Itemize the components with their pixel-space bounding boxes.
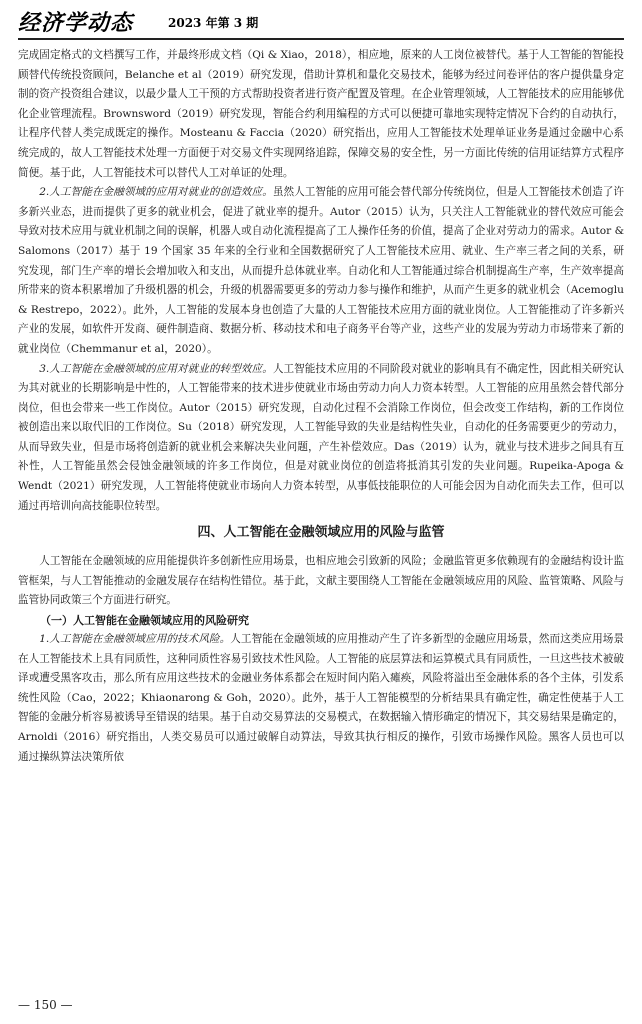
section-heading: 四、人工智能在金融领域应用的风险与监管 — [197, 525, 445, 541]
article-body — [18, 46, 624, 767]
page-header — [18, 4, 624, 40]
paragraph-lead: 2.人工智能在金融领域的应用对就业的创造效应。 — [39, 186, 273, 199]
paragraph — [18, 630, 624, 767]
paragraph — [18, 360, 624, 517]
paragraph-text: 人工智能技术应用的不同阶段对就业的影响具有不确定性，因此相关研究认为其对就业的长期影响是中性的，人工智能带来的技术进步使就业市场由劳动力向人力资本转型。人工智能的应用虽然会替代部分岗位，但也会带来一些工作岗位。Autor（2015）研究发现，自动化过程不会消除工作岗位，但会改变工作结构，新的工作岗位被创造出来以取代旧的工作岗位。Su（2018）研究发现，人工智能导致的失业是结构性失业，自动化的任务需要更少的劳动力，从而导致失业，但是市场将创造新的就业机会来解决失业问题，产生补偿效应。Das（2019）认为，就业与技术进步之间具有互补性，人工智能虽然会侵蚀金融领域的许多工作岗位，但是对就业岗位的创造将抵消其引发的失业问题。Rupeika-Apoga & Wendt（2021）研究发现，人工智能将使就业市场向人力资本转型，从事低技能职位的人可能会因为自动化而失去工作，但可以通过再培训向高技能职位转型。 — [18, 362, 624, 512]
subsection-heading: （一）人工智能在金融领域应用的风险研究 — [40, 614, 249, 628]
journal-title: 经济学动态 — [18, 10, 134, 36]
paragraph-text: 人工智能在金融领域的应用推动产生了许多新型的金融应用场景，然而这类应用场景在人工智能技术上具有同质性，这种同质性容易引致技术性风险。人工智能的底层算法和运算模式具有同质性，一旦这些技术被破译或遭受黑客攻击，那么所有应用这些技术的金融业务体系都会在短时间内陷入瘫痪，风险将溢出至金融体系的各个主体，引发系统性风险（Cao，2022；Khiaonarong & Goh，2020）。此外，基于人工智能模型的分析结果具有确定性，确定性使基于人工智能的金融分析容易被诱导至错误的结果。基于自动交易算法的交易模式，在数据输入情形确定的情况下，其交易结果是确定的，Arnoldi（2016）研究指出，人类交易员可以通过破解自动算法，导致其执行相反的操作，引致市场操作风险。黑客人员也可以通过操纵算法决策所依 — [18, 633, 625, 763]
issue-label: 2023 年第 3 期 — [168, 16, 259, 30]
paragraph: 人工智能在金融领域的应用能提供许多创新性应用场景，也相应地会引致新的风险；金融监管更多依赖现有的金融结构设计监管框架，与人工智能推动的金融发展存在结构性错位。基于此，文献主要围绕人工智能在金融领域应用的风险、监管策略、风险与监管协同政策三个方面进行研究。 — [18, 555, 624, 607]
page-number: — 150 — — [18, 998, 73, 1012]
paragraph — [18, 183, 624, 359]
paragraph-lead: 1.人工智能在金融领域应用的技术风险。 — [39, 633, 231, 646]
paragraph-text: 虽然人工智能的应用可能会替代部分传统岗位，但是人工智能技术创造了许多新兴业态，进而提供了更多的就业机会，促进了就业率的提升。Autor（2015）认为，只关注人工智能就业的替代效应可能会导致对技术应用与就业机制之间的误解，机器人或自动化流程提高了工人操作任务的价值，提高了企业对劳动力的需求。Autor & Salomons（2017）基于 19 个国家 35 年来的全行业和全国数据研究了人工智能技术应用、就业、生产率三者之间的关系，研究发现，部门生产率的增长会增加收入和支出，从而提升总体就业率。自动化和人工智能通过综合机制提高生产率，生产效率提高所带来的资本积累增加了升级机器的机会，升级的机器需要更多的劳动力参与操作和维护，从而产生更多的就业机会（Acemoglu & Restrepo，2022）。此外，人工智能的发展本身也创造了大量的人工智能技术应用方面的就业岗位。人工智能推动了许多新兴产业的发展，如软件开发商、硬件制造商、数据分析、移动技术和电子商务平台等产业，这些产业的发展为劳动力市场带来了新的就业岗位（Chemmanur et al，2020）。 — [18, 186, 624, 355]
paragraph-lead: 3.人工智能在金融领域的应用对就业的转型效应。 — [39, 362, 273, 375]
paragraph: 完成固定格式的文档撰写工作，并最终形成文档（Qi & Xiao，2018），相应地，原来的人工岗位被替代。基于人工智能的智能投顾替代传统投资顾问，Belanche et al（2019）研究发现，借助计算机和量化交易技术，能够为经过问卷评估的客户提供量身定制的资产投资组合建议，以最少量人工干预的方式帮助投资者进行资产配置及管理。在企业管理领域，人工智能技术的应用能够优化企业管理流程。Brownsword（2019）研究发现，智能合约利用编程的方式可以便捷可靠地实现特定情况下合约的自动执行，让程序代替人类完成既定的操作。Mosteanu & Faccia（2020）研究指出，应用人工智能技术处理单证业务是通过金融中心系统完成的，故人工智能技术处理一方面便于对交易文件实现网络追踪，保障交易的安全性，另一方面比传统的信用证结算方式程序简便。基于此，人工智能技术可以替代人工对单证的处理。 — [18, 49, 624, 179]
